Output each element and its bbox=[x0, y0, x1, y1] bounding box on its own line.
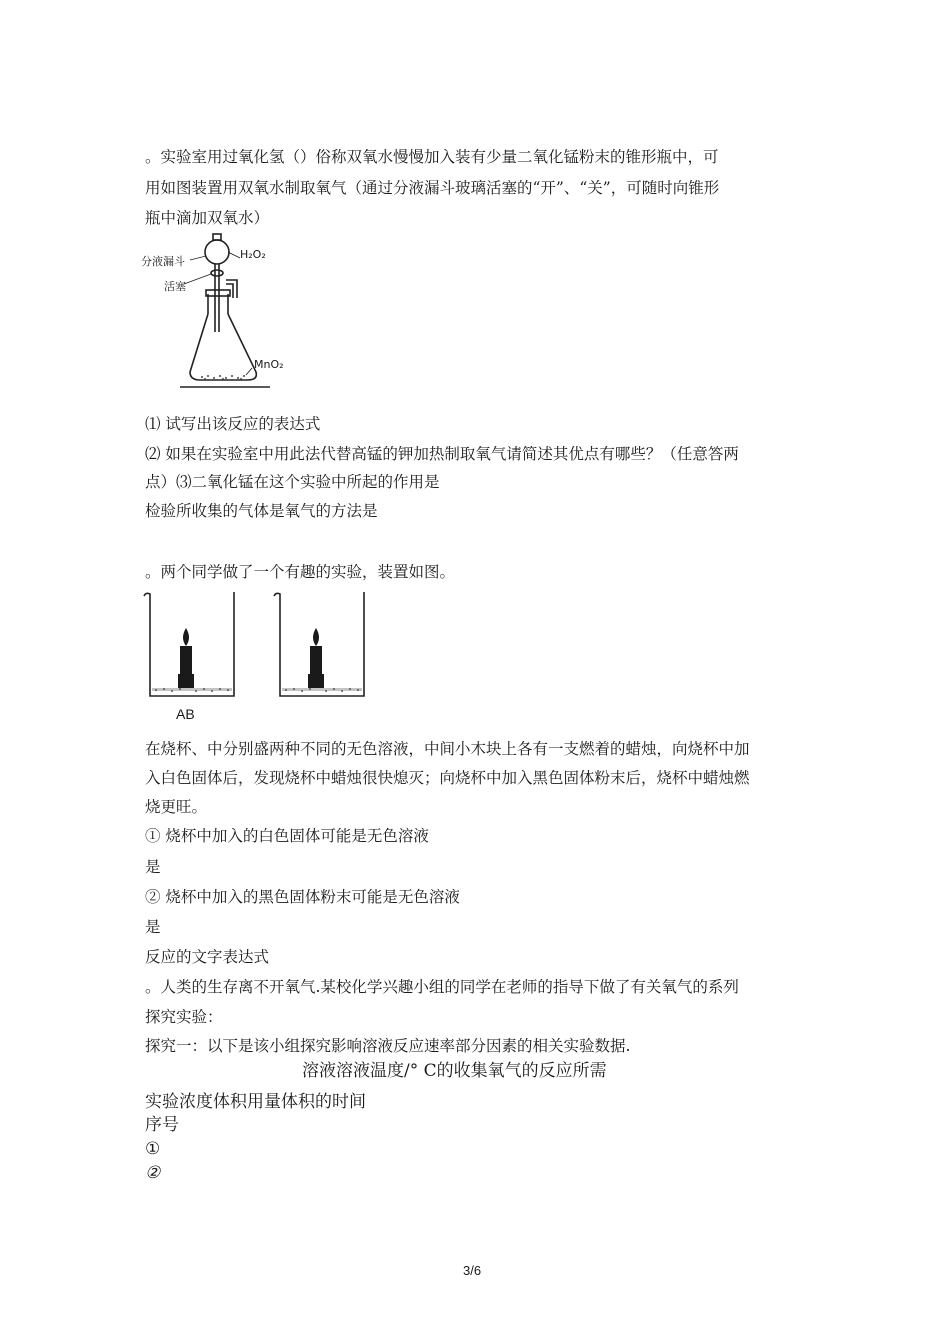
q2-body-line-3: 烧更旺。 bbox=[145, 798, 208, 816]
q2-item-2: ② 烧杯中加入的黑色固体粉末可能是无色溶液 bbox=[145, 888, 460, 906]
q3-intro-line-3: 探究一：以下是该小组探究影响溶液反应速率部分因素的相关实验数据. bbox=[145, 1037, 631, 1055]
q3-table-row-1: ① bbox=[145, 1139, 161, 1159]
stopcock-label: 活塞 bbox=[164, 280, 186, 293]
q1-question-1: ⑴ 试写出该反应的表达式 bbox=[145, 415, 321, 433]
q3-intro-line-1: 。人类的生存离不开氧气.某校化学兴趣小组的同学在老师的指导下做了有关氧气的系列 bbox=[145, 978, 739, 996]
q3-table-header-2: 实验浓度体积用量体积的时间 bbox=[145, 1092, 366, 1112]
mno2-label: MnO₂ bbox=[254, 358, 284, 371]
page-number: 3/6 bbox=[463, 1263, 482, 1278]
q2-item-1-answer: 是 bbox=[145, 858, 161, 876]
q1-question-2: ⑵ 如果在实验室中用此法代替高锰的钾加热制取氧气请简述其优点有哪些？（任意答两 bbox=[145, 445, 739, 463]
q2-item-2-answer: 是 bbox=[145, 918, 161, 936]
q1-intro-line-3: 瓶中滴加双氧水） bbox=[145, 209, 270, 227]
h2o2-label: H₂O₂ bbox=[240, 248, 266, 261]
q2-item-1: ① 烧杯中加入的白色固体可能是无色溶液 bbox=[145, 827, 429, 845]
q3-table-header-1: 溶液溶液温度/° C的收集氧气的反应所需 bbox=[302, 1061, 607, 1081]
q3-table-header-3: 序号 bbox=[145, 1115, 179, 1135]
q1-intro-line-1: 。实验室用过氧化氢（）俗称双氧水慢慢加入装有少量二氧化锰粉末的锥形瓶中，可 bbox=[145, 148, 719, 166]
q2-reaction-line: 反应的文字表达式 bbox=[145, 948, 270, 966]
q2-body-line-1: 在烧杯、中分别盛两种不同的无色溶液，中间小木块上各有一支燃着的蜡烛，向烧杯中加 bbox=[145, 740, 750, 758]
q3-intro-line-2: 探究实验： bbox=[145, 1008, 223, 1026]
flask-apparatus-figure bbox=[140, 232, 310, 392]
beakers-figure bbox=[140, 588, 380, 703]
q1-question-4: 检验所收集的气体是氧气的方法是 bbox=[145, 502, 378, 520]
q1-question-2-cont: 点）⑶二氧化锰在这个实验中所起的作用是 bbox=[145, 473, 440, 491]
funnel-label: 分液漏斗 bbox=[141, 255, 185, 268]
q2-intro: 。两个同学做了一个有趣的实验，装置如图。 bbox=[145, 563, 456, 581]
q1-intro-line-2: 用如图装置用双氧水制取氧气（通过分液漏斗玻璃活塞的“开”、“关”，可随时向锥形 bbox=[145, 179, 720, 197]
q2-body-line-2: 入白色固体后，发现烧杯中蜡烛很快熄灭；向烧杯中加入黑色固体粉末后，烧杯中蜡烛燃 bbox=[145, 769, 750, 787]
beakers-caption: AB bbox=[176, 706, 195, 722]
q3-table-row-2: ② bbox=[145, 1163, 161, 1183]
